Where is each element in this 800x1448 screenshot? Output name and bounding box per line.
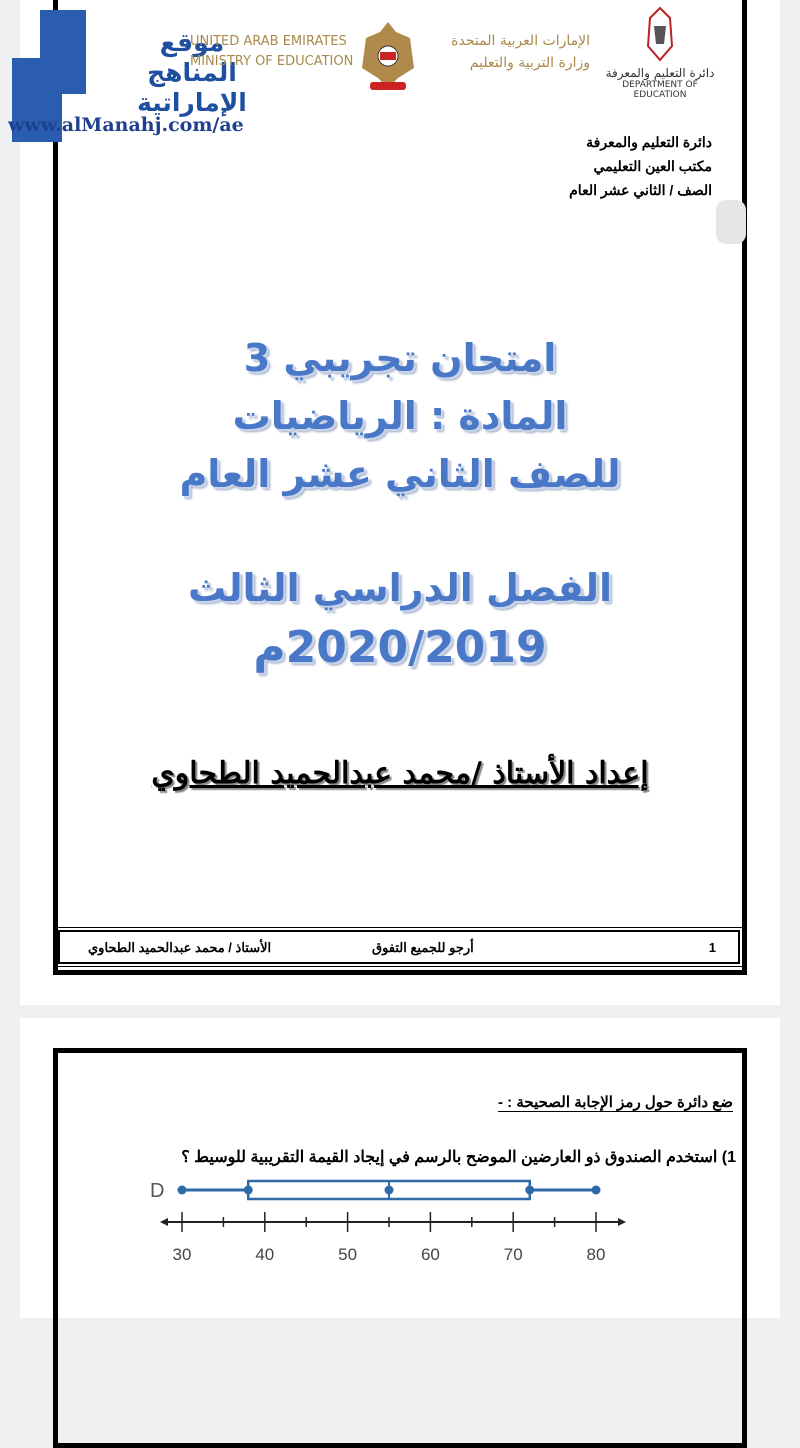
tick-label: 30	[172, 1245, 192, 1264]
adek-logo	[600, 6, 720, 100]
adek-ar: دائرة التعليم والمعرفة	[605, 66, 715, 80]
tick-label: 50	[338, 1245, 358, 1264]
instruction: ضع دائرة حول رمز الإجابة الصحيحة : -	[498, 1094, 733, 1111]
school-header	[569, 130, 712, 202]
arrow-right-icon	[618, 1218, 626, 1226]
adek-en: DEPARTMENT OF EDUCATION	[622, 80, 698, 100]
adek-emblem-icon	[642, 6, 678, 62]
ministry-ar-line1: الإمارات العربية المتحدة	[451, 33, 590, 49]
point-min	[178, 1186, 187, 1195]
watermark-url[interactable]: www.alManahj.com/ae	[8, 114, 244, 136]
point-max	[592, 1186, 601, 1195]
brand-line1: موقع	[159, 28, 225, 57]
point-q1	[244, 1186, 253, 1195]
header-line: مكتب العين التعليمي	[593, 158, 712, 174]
scroll-handle[interactable]	[716, 200, 746, 244]
tick-label: 60	[420, 1245, 440, 1264]
header-line: الصف / الثاني عشر العام	[569, 182, 712, 198]
page-number: 1	[708, 940, 716, 955]
page-footer	[58, 930, 740, 964]
document-page-2	[20, 1018, 780, 1318]
ministry-en	[190, 32, 353, 72]
tick-label: 70	[503, 1245, 523, 1264]
ministry-ar-line2: وزارة التربية والتعليم	[469, 55, 590, 71]
year-title: 2020/2019م	[253, 622, 547, 673]
author: إعداد الأستاذ /محمد عبدالحميد الطحاوي	[151, 756, 649, 791]
brand-line2: المناهج الإماراتية	[137, 58, 247, 117]
term-title: الفصل الدراسي الثالث	[188, 566, 612, 610]
series-label: D	[150, 1180, 165, 1202]
box-plot	[140, 1170, 640, 1270]
exam-title: امتحان تجريبي 3	[243, 336, 557, 380]
subject-title: المادة : الرياضيات	[232, 394, 568, 438]
ministry-ar	[420, 30, 590, 74]
header-line: دائرة التعليم والمعرفة	[586, 134, 712, 150]
tick-label: 80	[586, 1245, 606, 1264]
ministry-en-line1: UNITED ARAB EMIRATES	[190, 34, 347, 49]
grade-title: للصف الثاني عشر العام	[179, 452, 621, 496]
footer-teacher: الأستاذ / محمد عبدالحميد الطحاوي	[88, 940, 272, 955]
point-median	[385, 1186, 394, 1195]
point-q3	[525, 1186, 534, 1195]
arrow-left-icon	[160, 1218, 168, 1226]
footer-wish: أرجو للجميع التفوق	[372, 940, 474, 955]
uae-emblem-icon	[358, 18, 418, 94]
ministry-en-line2: MINISTRY OF EDUCATION	[190, 54, 354, 69]
question-1: 1) استخدم الصندوق ذو العارضين الموضح بالرسم في إيجاد القيمة التقريبية للوسيط ؟	[181, 1149, 736, 1166]
tick-label: 40	[255, 1245, 275, 1264]
